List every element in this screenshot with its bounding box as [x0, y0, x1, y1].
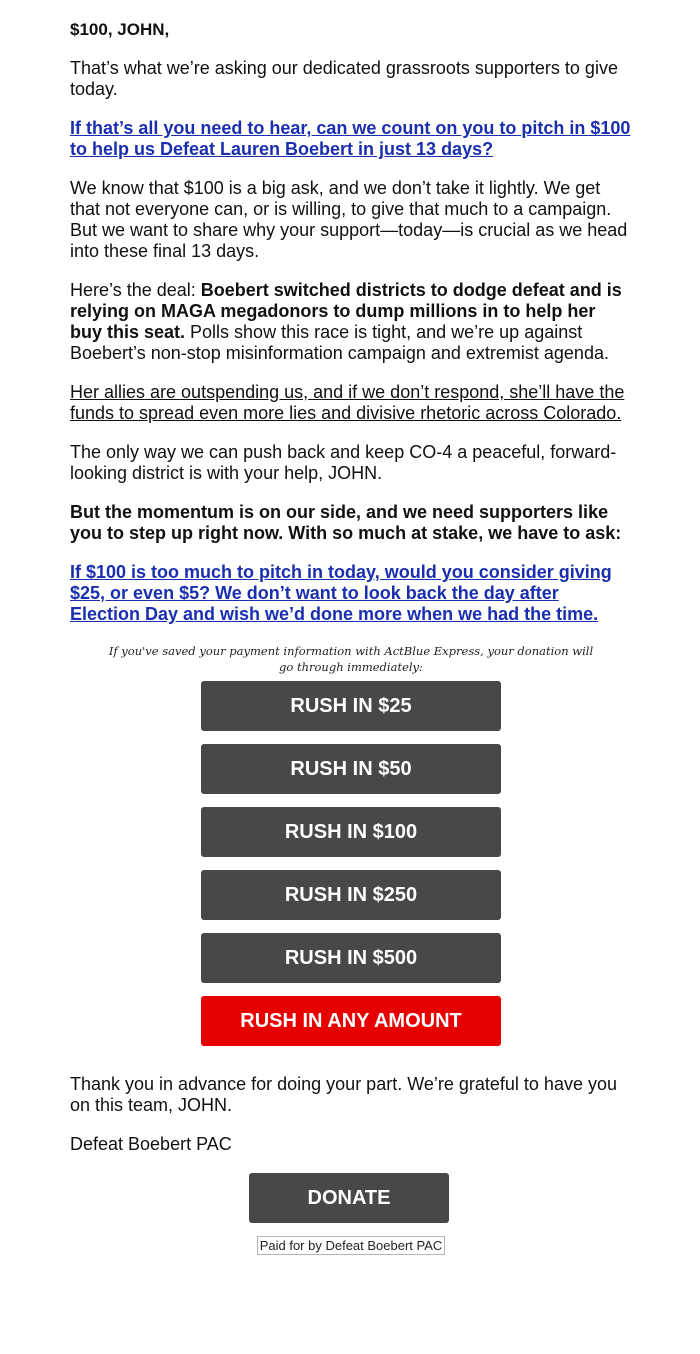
donate-100-link[interactable]: If that’s all you need to hear, can we count on you to pitch in $100 to help us Defeat Lauren Boebert in just 13 days?	[70, 118, 631, 159]
donation-buttons	[70, 681, 632, 1059]
outspending-paragraph: Her allies are outspending us, and if we don’t respond, she’ll have the funds to spread even more lies and divisive rhetoric across Colorado.	[70, 382, 625, 423]
rush-in-100-button[interactable]: RUSH IN $100	[201, 807, 501, 857]
rush-in-50-button[interactable]: RUSH IN $50	[201, 744, 501, 794]
momentum-paragraph: But the momentum is on our side, and we need supporters like you to step up right now. With so much at stake, we have to ask:	[70, 502, 622, 543]
intro-paragraph: That’s what we’re asking our dedicated grassroots supporters to give today.	[70, 58, 618, 99]
push-back-paragraph: The only way we can push back and keep CO-4 a peaceful, forward-looking district is with your help, JOHN.	[70, 442, 617, 483]
smaller-ask-paragraph	[70, 562, 632, 625]
rush-in-any-amount-button[interactable]: RUSH IN ANY AMOUNT	[201, 996, 501, 1046]
rush-in-500-button[interactable]: RUSH IN $500	[201, 933, 501, 983]
actblue-express-note: If you've saved your payment information with ActBlue Express, your donation will go through immediately:	[108, 644, 594, 674]
paid-for-disclaimer: Paid for by Defeat Boebert PAC	[257, 1236, 446, 1255]
email-body	[70, 0, 632, 1255]
big-ask-paragraph: We know that $100 is a big ask, and we don’t take it lightly. We get that not everyone can, or is willing, to give that much to a campaign. But we want to share why your support—today—is crucial as we head into these final 13 days.	[70, 178, 628, 261]
rush-in-25-button[interactable]: RUSH IN $25	[201, 681, 501, 731]
disclaimer-wrap	[70, 1236, 632, 1255]
thanks-paragraph: Thank you in advance for doing your part. We’re grateful to have you on this team, JOHN.	[70, 1074, 617, 1115]
rush-in-250-button[interactable]: RUSH IN $250	[201, 870, 501, 920]
deal-lead: Here’s the deal:	[70, 280, 201, 300]
donate-button[interactable]: DONATE	[249, 1173, 449, 1223]
signature: Defeat Boebert PAC	[70, 1134, 232, 1154]
deal-bold-text: Boebert switched districts to dodge defeat and is relying on MAGA megadonors to dump millions in to help her buy this seat.	[70, 280, 622, 342]
deal-rest: Polls show this race is tight, and we’re up against Boebert’s non-stop misinformation campaign and extremist agenda.	[70, 322, 609, 363]
deal-paragraph	[70, 280, 632, 364]
donate-wrap	[70, 1173, 632, 1236]
donate-smaller-link[interactable]: If $100 is too much to pitch in today, would you consider giving $25, or even $5? We don’t want to look back the day after Election Day and wish we’d done more when we had the time.	[70, 562, 612, 624]
ask-paragraph	[70, 118, 632, 160]
greeting: $100, JOHN,	[70, 20, 170, 39]
